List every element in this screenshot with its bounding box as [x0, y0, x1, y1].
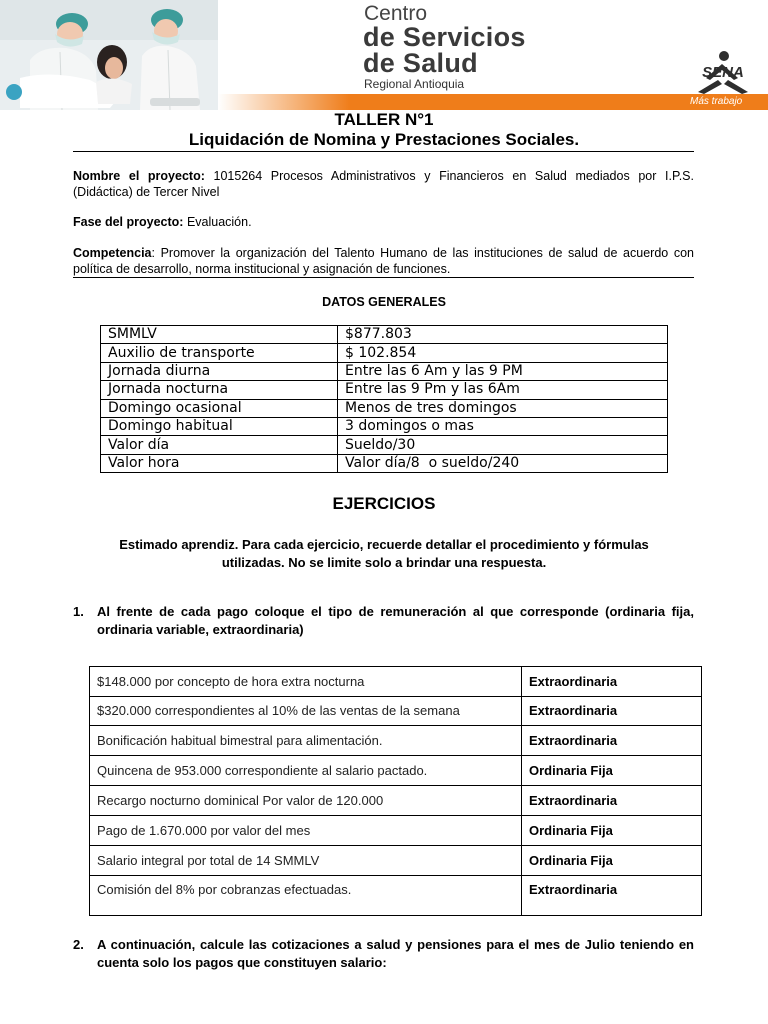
table-row — [101, 436, 668, 454]
payment-description: Bonificación habitual bimestral para alimentación. — [90, 726, 522, 756]
question-2 — [73, 936, 694, 972]
datos-label: Domingo habitual — [101, 417, 338, 435]
project-phase-value: Evaluación. — [186, 215, 252, 229]
document-title: TALLER N°1 — [334, 110, 434, 129]
payment-type: Extraordinaria — [522, 697, 702, 726]
question-1 — [73, 603, 694, 639]
datos-label: Domingo ocasional — [101, 399, 338, 417]
banner-bar-fade — [218, 94, 350, 110]
header-banner — [0, 0, 768, 110]
document-subtitle: Liquidación de Nomina y Prestaciones Sociales. — [188, 130, 580, 149]
table-row — [90, 786, 702, 816]
center-name-line3: de Salud — [363, 48, 478, 78]
sena-logo — [688, 50, 758, 94]
payment-type: Extraordinaria — [522, 786, 702, 816]
datos-label: Valor hora — [101, 454, 338, 472]
competence-value: : Promover la organización del Talento Humano de las instituciones de salud de acuerdo con política de desarrollo, norma institucional y asignación de funciones. — [73, 246, 694, 276]
table-row — [90, 697, 702, 726]
datos-value: Menos de tres domingos — [338, 399, 668, 417]
project-name-label: Nombre el proyecto: — [73, 169, 205, 183]
datos-value: Sueldo/30 — [338, 436, 668, 454]
payment-description: $320.000 correspondientes al 10% de las ventas de la semana — [90, 697, 522, 726]
payment-type: Ordinaria Fija — [522, 756, 702, 786]
datos-label: Jornada nocturna — [101, 381, 338, 399]
table-row — [90, 816, 702, 846]
table-row — [90, 726, 702, 756]
ejercicios-title: EJERCICIOS — [332, 494, 436, 513]
table-row — [101, 326, 668, 344]
payment-description: Pago de 1.670.000 por valor del mes — [90, 816, 522, 846]
table-row — [101, 417, 668, 435]
center-name-line2: de Servicios — [363, 22, 526, 52]
instructions-text: Estimado aprendiz. Para cada ejercicio, recuerde detallar el procedimiento y fórmulas utilizadas. No se limite solo a brindar una respuesta. — [119, 537, 649, 570]
table-row — [90, 667, 702, 697]
payment-type: Extraordinaria — [522, 667, 702, 697]
datos-label: Auxilio de transporte — [101, 344, 338, 362]
datos-label: SMMLV — [101, 326, 338, 344]
datos-value: Entre las 6 Am y las 9 PM — [338, 362, 668, 380]
table-row — [90, 876, 702, 916]
competence-label: Competencia — [73, 246, 152, 260]
center-name-line1: Centro — [364, 2, 428, 25]
dental-care-photo — [0, 0, 218, 110]
payment-description: Salario integral por total de 14 SMMLV — [90, 846, 522, 876]
datos-label: Valor día — [101, 436, 338, 454]
payment-type: Extraordinaria — [522, 876, 702, 916]
table-row — [90, 846, 702, 876]
competence-paragraph — [73, 245, 694, 277]
datos-value: Entre las 9 Pm y las 6Am — [338, 381, 668, 399]
title-rule — [73, 151, 694, 152]
project-phase-paragraph — [73, 214, 694, 230]
table-row — [101, 362, 668, 380]
payment-description: Quincena de 953.000 correspondiente al salario pactado. — [90, 756, 522, 786]
sena-logo-text: SENA — [702, 64, 744, 81]
datos-generales-table — [100, 325, 668, 473]
sena-slogan: Más trabajo — [690, 96, 743, 107]
payment-type: Ordinaria Fija — [522, 816, 702, 846]
payment-description: Recargo nocturno dominical Por valor de 120.000 — [90, 786, 522, 816]
table-row — [101, 399, 668, 417]
table-row — [101, 454, 668, 472]
question-2-text: A continuación, calcule las cotizaciones a salud y pensiones para el mes de Julio teniendo en cuenta solo los pagos que constituyen salario: — [97, 937, 694, 970]
payment-type: Extraordinaria — [522, 726, 702, 756]
question-2-number: 2. — [73, 937, 84, 952]
project-name-paragraph — [73, 168, 694, 200]
table-row — [90, 756, 702, 786]
question-1-text: Al frente de cada pago coloque el tipo de remuneración al que corresponde (ordinaria fija, ordinaria variable, extraordinaria) — [97, 604, 694, 637]
project-name-value: 1015264 Procesos Administrativos y Financieros en Salud mediados por I.P.S. (Didáctica) de Tercer Nivel — [73, 169, 694, 199]
payment-description: $148.000 por concepto de hora extra nocturna — [90, 667, 522, 697]
remuneration-table — [89, 666, 702, 916]
table-row — [101, 344, 668, 362]
datos-value: $ 102.854 — [338, 344, 668, 362]
datos-value: 3 domingos o mas — [338, 417, 668, 435]
payment-description: Comisión del 8% por cobranzas efectuadas. — [90, 876, 522, 916]
payment-type: Ordinaria Fija — [522, 846, 702, 876]
datos-value: $877.803 — [338, 326, 668, 344]
datos-value: Valor día/8 o sueldo/240 — [338, 454, 668, 472]
project-phase-label: Fase del proyecto: — [73, 215, 184, 229]
table-row — [101, 381, 668, 399]
info-rule — [73, 277, 694, 278]
question-1-number: 1. — [73, 604, 84, 619]
regional-label: Regional Antioquia — [364, 77, 465, 91]
datos-generales-title: DATOS GENERALES — [322, 295, 446, 309]
datos-label: Jornada diurna — [101, 362, 338, 380]
